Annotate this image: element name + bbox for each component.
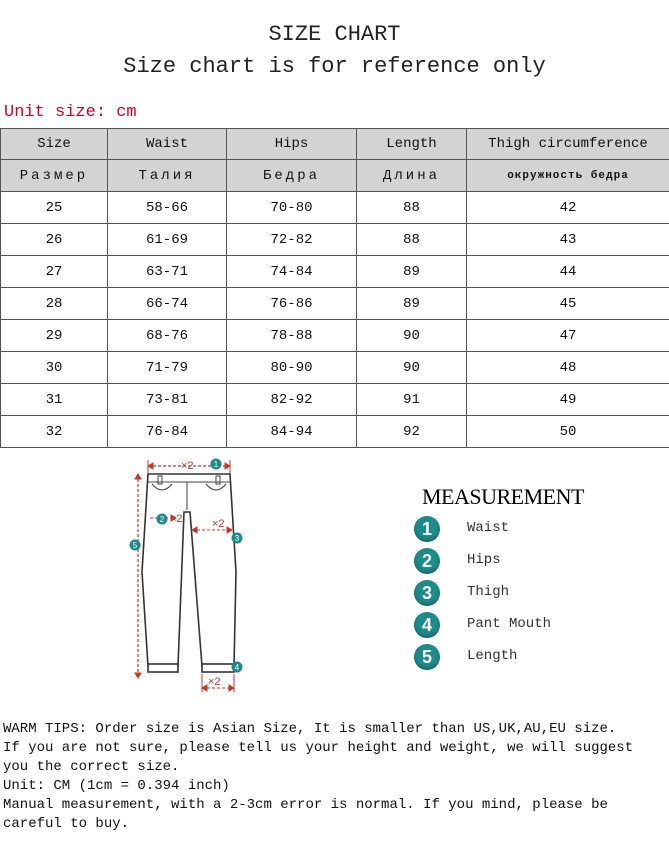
cell-waist: 66-74 xyxy=(108,288,227,320)
measurement-item-pant-mouth xyxy=(410,612,650,640)
measurement-label: Thigh xyxy=(467,584,510,600)
hips-x2: ×2 xyxy=(170,513,183,525)
cell-hips: 74-84 xyxy=(227,256,357,288)
cell-hips: 78-88 xyxy=(227,320,357,352)
page-title: SIZE CHART xyxy=(268,22,401,47)
cell-waist: 58-66 xyxy=(108,192,227,224)
mouth-x2: ×2 xyxy=(208,676,221,688)
measurement-item-waist xyxy=(410,516,650,544)
cell-length: 92 xyxy=(357,416,467,448)
waist-x2: ×2 xyxy=(181,460,194,472)
svg-text:4: 4 xyxy=(234,663,240,672)
badge-5 xyxy=(130,540,141,551)
cell-hips: 72-82 xyxy=(227,224,357,256)
cell-thigh: 49 xyxy=(467,384,669,416)
cell-hips: 82-92 xyxy=(227,384,357,416)
cell-size: 30 xyxy=(1,352,108,384)
cell-waist: 76-84 xyxy=(108,416,227,448)
svg-text:2: 2 xyxy=(159,515,165,524)
table-row xyxy=(1,352,669,384)
cell-length: 91 xyxy=(357,384,467,416)
header-thigh-ru: окружность бедра xyxy=(467,160,669,192)
table-row xyxy=(1,384,669,416)
cell-waist: 73-81 xyxy=(108,384,227,416)
cell-hips: 84-94 xyxy=(227,416,357,448)
header-waist-ru: Талия xyxy=(108,160,227,192)
measurement-item-hips xyxy=(410,548,650,576)
number-badge: 3 xyxy=(414,580,440,606)
table-row xyxy=(1,416,669,448)
number-badge: 2 xyxy=(414,548,440,574)
header-row-ru xyxy=(1,160,669,192)
size-table xyxy=(0,128,669,448)
cell-length: 90 xyxy=(357,352,467,384)
header-waist: Waist xyxy=(108,129,227,160)
badge-4 xyxy=(232,662,243,673)
cell-size: 26 xyxy=(1,224,108,256)
svg-text:5: 5 xyxy=(132,541,138,550)
tip-line: If you are not sure, please tell us your height and weight, we will suggest you the correct size. xyxy=(3,740,634,775)
thigh-x2: ×2 xyxy=(212,518,225,530)
cell-length: 89 xyxy=(357,256,467,288)
measurement-label: Pant Mouth xyxy=(467,616,552,632)
jeans-diagram xyxy=(118,452,258,694)
header-thigh: Thigh circumference xyxy=(467,129,669,160)
jeans-outline xyxy=(142,474,236,672)
cell-thigh: 48 xyxy=(467,352,669,384)
cell-waist: 63-71 xyxy=(108,256,227,288)
table-row xyxy=(1,256,669,288)
cell-waist: 71-79 xyxy=(108,352,227,384)
cell-thigh: 43 xyxy=(467,224,669,256)
cell-size: 28 xyxy=(1,288,108,320)
measurement-label: Hips xyxy=(467,552,501,568)
cell-thigh: 44 xyxy=(467,256,669,288)
badge-1 xyxy=(211,459,222,470)
cell-size: 25 xyxy=(1,192,108,224)
table-row xyxy=(1,288,669,320)
cell-size: 27 xyxy=(1,256,108,288)
cell-waist: 68-76 xyxy=(108,320,227,352)
cell-hips: 80-90 xyxy=(227,352,357,384)
cell-thigh: 45 xyxy=(467,288,669,320)
measurement-label: Waist xyxy=(467,520,510,536)
cell-thigh: 50 xyxy=(467,416,669,448)
measurement-item-thigh xyxy=(410,580,650,608)
cell-thigh: 47 xyxy=(467,320,669,352)
measurement-title: MEASUREMENT xyxy=(422,484,584,509)
cell-length: 89 xyxy=(357,288,467,320)
cell-length: 88 xyxy=(357,192,467,224)
cell-length: 90 xyxy=(357,320,467,352)
page-subtitle: Size chart is for reference only xyxy=(123,54,546,79)
number-badge: 1 xyxy=(414,516,440,542)
number-badge: 5 xyxy=(414,644,440,670)
header-length: Length xyxy=(357,129,467,160)
cell-hips: 70-80 xyxy=(227,192,357,224)
tip-line: Manual measurement, with a 2-3cm error is normal. If you mind, please be careful to buy. xyxy=(3,797,608,832)
table-row xyxy=(1,320,669,352)
header-hips-ru: Бедра xyxy=(227,160,357,192)
cell-size: 32 xyxy=(1,416,108,448)
cell-length: 88 xyxy=(357,224,467,256)
unit-label: Unit size: cm xyxy=(4,103,137,122)
table-row xyxy=(1,224,669,256)
measurement-item-length xyxy=(410,644,650,672)
badge-2 xyxy=(157,514,168,525)
length-measure-line xyxy=(132,474,141,678)
header-length-ru: Длина xyxy=(357,160,467,192)
tip-line: Unit: CM (1cm = 0.394 inch) xyxy=(3,778,230,794)
cell-hips: 76-86 xyxy=(227,288,357,320)
table-row xyxy=(1,192,669,224)
badge-3 xyxy=(232,533,243,544)
header-hips: Hips xyxy=(227,129,357,160)
header-size-ru: Размер xyxy=(1,160,108,192)
cell-thigh: 42 xyxy=(467,192,669,224)
header-size: Size xyxy=(1,129,108,160)
cell-waist: 61-69 xyxy=(108,224,227,256)
header-row-en xyxy=(1,129,669,160)
measurement-label: Length xyxy=(467,648,518,664)
svg-text:1: 1 xyxy=(213,460,219,469)
cell-size: 31 xyxy=(1,384,108,416)
number-badge: 4 xyxy=(414,612,440,638)
tip-line: WARM TIPS: Order size is Asian Size, It is smaller than US,UK,AU,EU size. xyxy=(3,721,617,737)
warm-tips xyxy=(3,720,665,834)
svg-text:3: 3 xyxy=(234,534,240,543)
cell-size: 29 xyxy=(1,320,108,352)
